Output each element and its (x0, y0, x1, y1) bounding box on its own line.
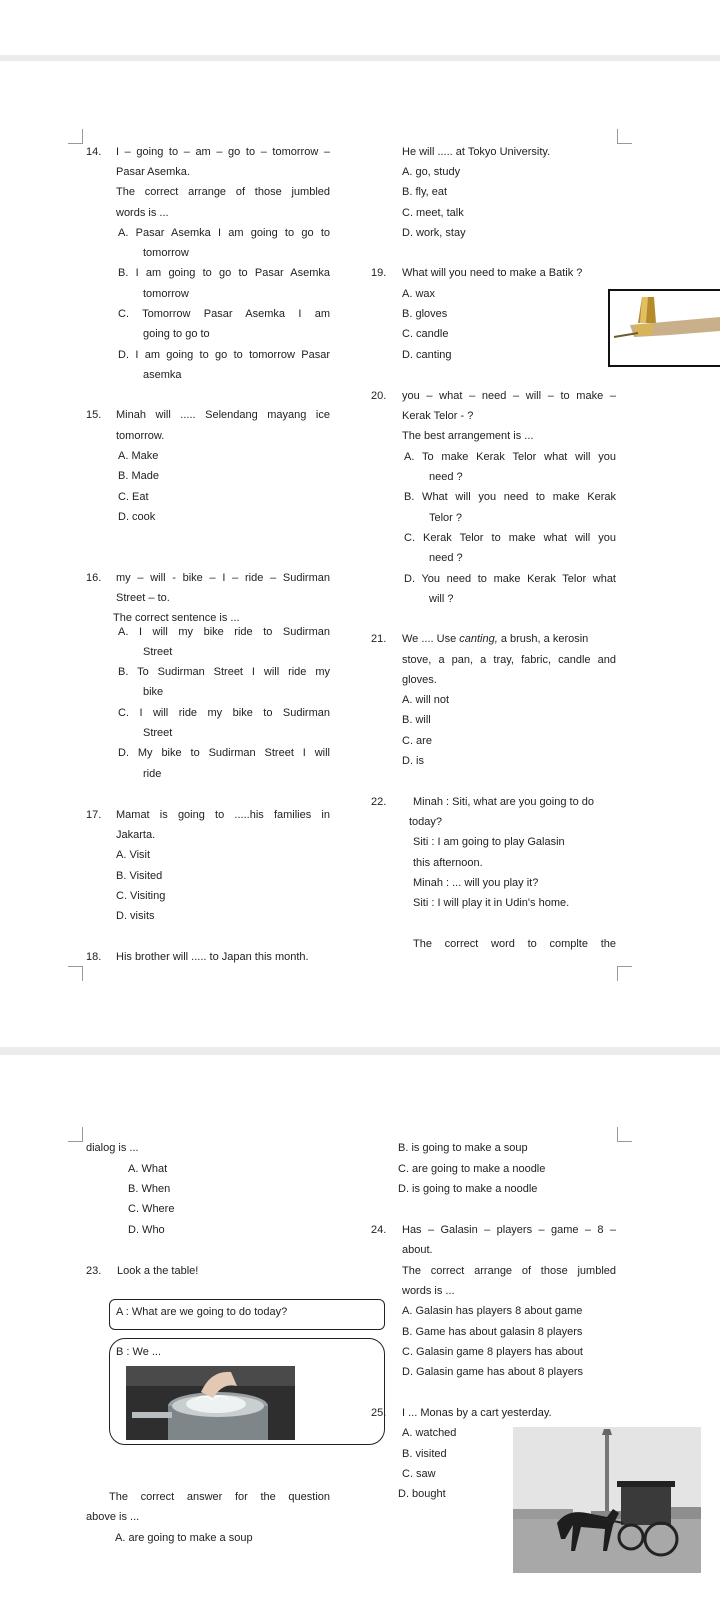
q24-option-d: D. Galasin game has about 8 players (402, 1366, 583, 1378)
page-top-fragment (0, 0, 720, 55)
q19-option-c: C. candle (402, 328, 449, 340)
q19-stem: What will you need to make a Batik ? (402, 267, 583, 279)
q17-option-b: B. Visited (116, 870, 163, 882)
q20-option-c: C. Kerak Telor to make what will you (404, 532, 616, 544)
q25-number: 25. (371, 1407, 387, 1419)
q20-option-b: Telor ? (429, 512, 463, 524)
q22-option-d: D. Who (128, 1224, 165, 1236)
q20-stem: Kerak Telor - ? (402, 410, 474, 422)
q20-option-d: will ? (429, 593, 454, 605)
q15-option-b: B. Made (118, 470, 159, 482)
q24-stem: about. (402, 1244, 433, 1256)
monas-cart-image (513, 1427, 701, 1573)
q15-stem: Minah will ..... Selendang mayang ice (116, 409, 330, 421)
q14-stem: Pasar Asemka. (116, 166, 190, 178)
q22-dialog-line: this afternoon. (413, 857, 483, 869)
q18-number: 18. (86, 951, 102, 963)
q19-option-d: D. canting (402, 349, 452, 361)
q17-option-a: A. Visit (116, 849, 151, 861)
q14-intro: The correct arrange of those jumbled (116, 186, 330, 198)
q22-option-c: C. Where (128, 1203, 175, 1215)
q21-number: 21. (371, 633, 387, 645)
q16-option-d: ride (143, 768, 162, 780)
q16-intro: The correct sentence is ... (113, 612, 240, 624)
canting-image (608, 289, 720, 367)
q24-stem: Has – Galasin – players – game – 8 – (402, 1224, 616, 1236)
q22-dialog-line: Minah : Siti, what are you going to do (413, 796, 594, 808)
page-corner-mark (617, 129, 632, 144)
q17-option-d: D. visits (116, 910, 155, 922)
q14-option-c: going to go to (143, 328, 210, 340)
worksheet-page-1 (0, 61, 720, 1047)
q23-intro: above is ... (86, 1511, 140, 1523)
q15-option-d: D. cook (118, 511, 156, 523)
page-corner-mark (68, 129, 83, 144)
q18-option-b: B. fly, eat (402, 186, 448, 198)
q19-number: 19. (371, 267, 387, 279)
q21-option-b: B. will (402, 714, 431, 726)
q21-stem: We .... Use canting, a brush, a kerosin (402, 633, 589, 645)
q20-stem: you – what – need – will – to make – (402, 390, 616, 402)
q24-option-b: B. Game has about galasin 8 players (402, 1326, 583, 1338)
q15-number: 15. (86, 409, 102, 421)
q25-option-a: A. watched (402, 1427, 457, 1439)
q22-intro: The correct word to complte the (413, 938, 616, 950)
q22-option-a: A. What (128, 1163, 168, 1175)
q20-option-d: D. You need to make Kerak Telor what (404, 573, 616, 585)
q21-stem: stove, a pan, a tray, fabric, candle and (402, 654, 616, 666)
q20-intro: The best arrangement is ... (402, 430, 534, 442)
q17-option-c: C. Visiting (116, 890, 166, 902)
worksheet-page-2 (0, 1055, 720, 1612)
q16-option-d: D. My bike to Sudirman Street I will (118, 747, 330, 759)
q23-dialog-box-b (109, 1338, 385, 1445)
q23-dialog-a-text: A : What are we going to do today? (116, 1306, 288, 1318)
q21-option-c: C. are (402, 735, 432, 747)
q21-stem: gloves. (402, 674, 437, 686)
q20-option-a: A. To make Kerak Telor what will you (404, 451, 616, 463)
q24-intro: words is ... (402, 1285, 455, 1297)
q14-option-a: tomorrow (143, 247, 189, 259)
q23-intro: The correct answer for the question (109, 1491, 330, 1503)
q22-option-b: B. When (128, 1183, 171, 1195)
q22-number: 22. (371, 796, 387, 808)
q18-stem: His brother will ..... to Japan this month. (116, 951, 309, 963)
q18-option-a: A. go, study (402, 166, 461, 178)
q23-dialog-box-a (109, 1299, 385, 1330)
page-corner-mark (617, 966, 632, 981)
q14-intro: words is ... (116, 207, 169, 219)
page-corner-mark (617, 1127, 632, 1142)
q16-option-c: Street (143, 727, 173, 739)
q14-option-b: B. I am going to go to Pasar Asemka (118, 267, 330, 279)
q14-option-c: C. Tomorrow Pasar Asemka I am (118, 308, 330, 320)
q14-option-d: asemka (143, 369, 182, 381)
q23-dialog-b-text: B : We ... (116, 1346, 162, 1358)
q24-intro: The correct arrange of those jumbled (402, 1265, 616, 1277)
q24-number: 24. (371, 1224, 387, 1236)
q14-number: 14. (86, 146, 102, 158)
q14-option-d: D. I am going to go to tomorrow Pasar (118, 349, 330, 361)
q25-stem: I ... Monas by a cart yesterday. (402, 1407, 552, 1419)
q14-option-a: A. Pasar Asemka I am going to go to (118, 227, 330, 239)
q14-stem: I – going to – am – go to – tomorrow – (116, 146, 330, 158)
q22-intro: dialog is ... (86, 1142, 139, 1154)
q16-option-b: B. To Sudirman Street I will ride my (118, 666, 330, 678)
q23-number: 23. (86, 1265, 102, 1277)
q25-option-c: C. saw (402, 1468, 436, 1480)
q20-number: 20. (371, 390, 387, 402)
q18-option-c: C. meet, talk (402, 207, 464, 219)
q23-option-a: A. are going to make a soup (115, 1532, 253, 1544)
q19-option-b: B. gloves (402, 308, 448, 320)
q14-option-b: tomorrow (143, 288, 189, 300)
q20-option-b: B. What will you need to make Kerak (404, 491, 616, 503)
q17-stem: Mamat is going to .....his families in (116, 809, 330, 821)
q18-stem-continued: He will ..... at Tokyo University. (402, 146, 551, 158)
q16-option-a: Street (143, 646, 173, 658)
q17-stem: Jakarta. (116, 829, 156, 841)
q16-option-a: A. I will my bike ride to Sudirman (118, 626, 330, 638)
q21-option-a: A. will not (402, 694, 450, 706)
q23-option-b: B. is going to make a soup (398, 1142, 528, 1154)
q21-option-d: D. is (402, 755, 424, 767)
q15-stem: tomorrow. (116, 430, 165, 442)
noodle-pot-image (126, 1366, 295, 1440)
q22-dialog-line: Minah : ... will you play it? (413, 877, 539, 889)
q22-dialog-line: today? (409, 816, 443, 828)
q24-option-c: C. Galasin game 8 players has about (402, 1346, 583, 1358)
q23-option-d: D. is going to make a noodle (398, 1183, 538, 1195)
q16-stem: Street – to. (116, 592, 170, 604)
q17-number: 17. (86, 809, 102, 821)
q16-option-c: C. I will ride my bike to Sudirman (118, 707, 330, 719)
q23-stem: Look a the table! (117, 1265, 199, 1277)
q25-option-d: D. bought (398, 1488, 446, 1500)
q25-option-b: B. visited (402, 1448, 447, 1460)
page-corner-mark (68, 966, 83, 981)
q18-option-d: D. work, stay (402, 227, 466, 239)
q22-dialog-line: Siti : I will play it in Udin's home. (413, 897, 570, 909)
q23-option-c: C. are going to make a noodle (398, 1163, 546, 1175)
q24-option-a: A. Galasin has players 8 about game (402, 1305, 583, 1317)
q15-option-a: A. Make (118, 450, 159, 462)
q15-option-c: C. Eat (118, 491, 149, 503)
page-corner-mark (68, 1127, 83, 1142)
q20-option-c: need ? (429, 552, 463, 564)
q20-option-a: need ? (429, 471, 463, 483)
q16-option-b: bike (143, 686, 164, 698)
q19-option-a: A. wax (402, 288, 436, 300)
q16-stem: my – will - bike – I – ride – Sudirman (116, 572, 330, 584)
q22-dialog-line: Siti : I am going to play Galasin (413, 836, 565, 848)
q16-number: 16. (86, 572, 102, 584)
